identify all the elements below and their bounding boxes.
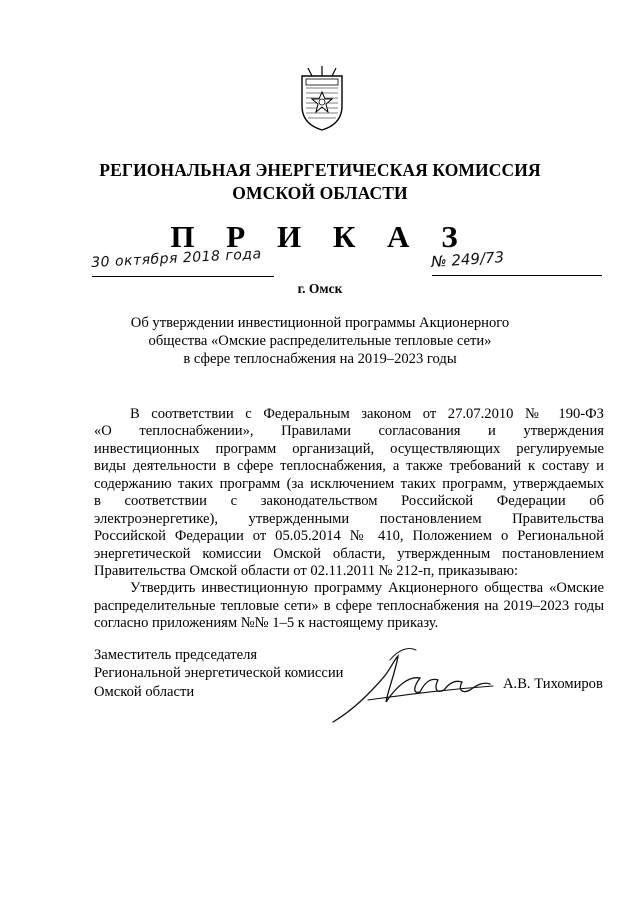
body-text-line: «О теплоснабжении», Правилами согласования и утверждения: [94, 423, 604, 439]
body-text-line: электроэнергетике), утвержденными постановлением Правительства: [94, 511, 604, 527]
body-text-line: Правительства Омской области от 02.11.2011 № 212-п, приказываю:: [94, 563, 519, 579]
signatory-title-line: Региональной энергетической комиссии: [94, 665, 344, 681]
body-text-line: Утвердить инвестиционную программу Акционерного общества «Омские: [130, 580, 604, 596]
city-label: г. Омск: [297, 281, 343, 296]
body-text-line: в соответствии с законодательством Российской Федерации об: [94, 493, 604, 509]
body-text-line: инвестиционных программ организаций, осуществляющих регулируемые: [94, 441, 604, 457]
handwritten-date: 30 октября 2018 года: [90, 246, 262, 272]
subject-line: Об утверждении инвестиционной программы Акционерного: [130, 315, 510, 331]
signatory-name: А.В. Тихомиров: [503, 676, 603, 692]
signatory-title-line: Омской области: [94, 684, 195, 700]
number-underline: [432, 275, 602, 276]
signatory-title-line: Заместитель председателя: [94, 647, 258, 663]
handwritten-number: № 249/73: [430, 247, 505, 272]
organization-title-line2: ОМСКОЙ ОБЛАСТИ: [232, 183, 408, 203]
subject-line: общества «Омские распределительные тепловые сети»: [148, 333, 492, 349]
organization-title-line1: РЕГИОНАЛЬНАЯ ЭНЕРГЕТИЧЕСКАЯ КОМИССИЯ: [99, 160, 541, 180]
body-text-line: согласно приложениям №№ 1–5 к настоящему приказу.: [94, 615, 439, 631]
coat-of-arms-emblem: [298, 66, 346, 132]
handwritten-signature: [328, 640, 498, 730]
body-text-line: Российской Федерации от 05.05.2014 № 410, Положением о Региональной: [94, 528, 604, 544]
body-text-line: виды деятельности в сфере теплоснабжения, а также требований к составу и: [94, 458, 604, 474]
document-type-heading: П Р И К А З: [170, 219, 470, 254]
body-text-line: энергетической комиссии Омской области, утвержденным постановлением: [94, 546, 604, 562]
subject-line: в сфере теплоснабжения на 2019–2023 годы: [183, 351, 457, 367]
date-underline: [92, 276, 274, 277]
body-text-line: содержанию таких программ (за исключением таких программ, утверждаемых: [94, 476, 604, 492]
body-text-line: В соответствии с Федеральным законом от 27.07.2010 № 190-ФЗ: [130, 406, 604, 422]
body-text-line: распределительные тепловые сети» в сфере теплоснабжения на 2019–2023 годы: [94, 598, 604, 614]
